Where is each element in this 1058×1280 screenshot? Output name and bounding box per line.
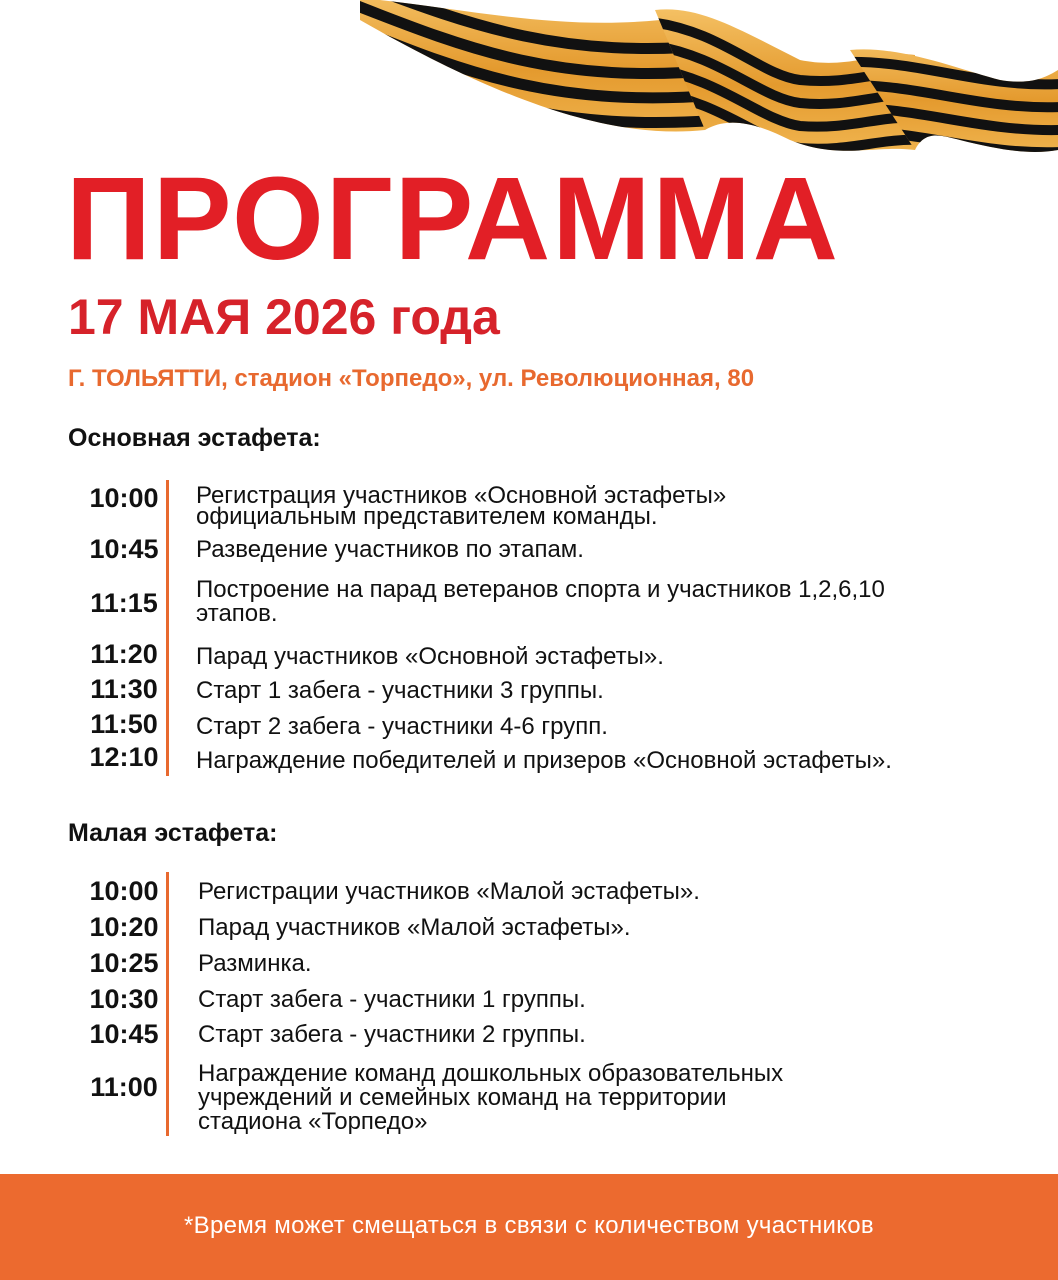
schedule-desc: Старт забега - участники 2 группы. [198,1021,586,1048]
small-relay-heading: Малая эстафета: [68,819,278,847]
schedule-desc: официальным представителем команды. [196,503,658,530]
schedule-desc: Регистрации участников «Малой эстафеты». [198,878,700,905]
page-title: ПРОГРАММА [66,153,840,285]
schedule-desc: учреждений и семейных команд на территории [198,1084,727,1111]
schedule-desc: этапов. [196,600,278,627]
main-relay-heading: Основная эстафета: [68,424,321,452]
schedule-time: 12:10 [89,742,159,772]
schedule-desc: Парад участников «Малой эстафеты». [198,914,631,941]
st-george-ribbon [0,0,1058,170]
small-relay-schedule [68,872,1048,1140]
schedule-desc: стадиона «Торпедо» [198,1108,428,1135]
schedule-time: 10:45 [89,534,159,564]
schedule-time: 10:30 [89,984,159,1014]
schedule-desc: Разведение участников по этапам. [196,536,584,563]
schedule-desc: Разминка. [198,950,312,977]
schedule-time: 10:20 [89,912,159,942]
schedule-desc: Старт 1 забега - участники 3 группы. [196,677,604,704]
schedule-desc: Регистрация участников «Основной эстафеты» [196,482,727,509]
schedule-time: 11:20 [90,639,158,669]
schedule-time: 11:30 [90,674,158,704]
schedule-desc: Старт 2 забега - участники 4-6 групп. [196,713,608,740]
schedule-time: 10:25 [89,948,159,978]
schedule-desc: Награждение команд дошкольных образовательных [198,1060,784,1087]
schedule-time: 11:50 [90,709,158,739]
event-date: 17 МАЯ 2026 года [68,289,500,345]
schedule-desc: Построение на парад ветеранов спорта и участников 1,2,6,10 [196,576,885,603]
schedule-time: 10:00 [89,876,159,906]
schedule-desc: Награждение победителей и призеров «Основной эстафеты». [196,747,892,774]
main-relay-schedule [68,478,1048,778]
schedule-time: 11:00 [90,1072,158,1102]
schedule-desc: Старт забега - участники 1 группы. [198,986,586,1013]
event-venue: Г. ТОЛЬЯТТИ, стадион «Торпедо», ул. Революционная, 80 [68,365,755,392]
schedule-time: 10:00 [89,483,159,513]
footer-banner [0,1174,1058,1280]
schedule-desc: Парад участников «Основной эстафеты». [196,643,664,670]
schedule-time: 11:15 [90,588,158,618]
schedule-time: 10:45 [89,1019,159,1049]
footer-note: *Время может смещаться в связи с количеством участников [184,1212,874,1239]
